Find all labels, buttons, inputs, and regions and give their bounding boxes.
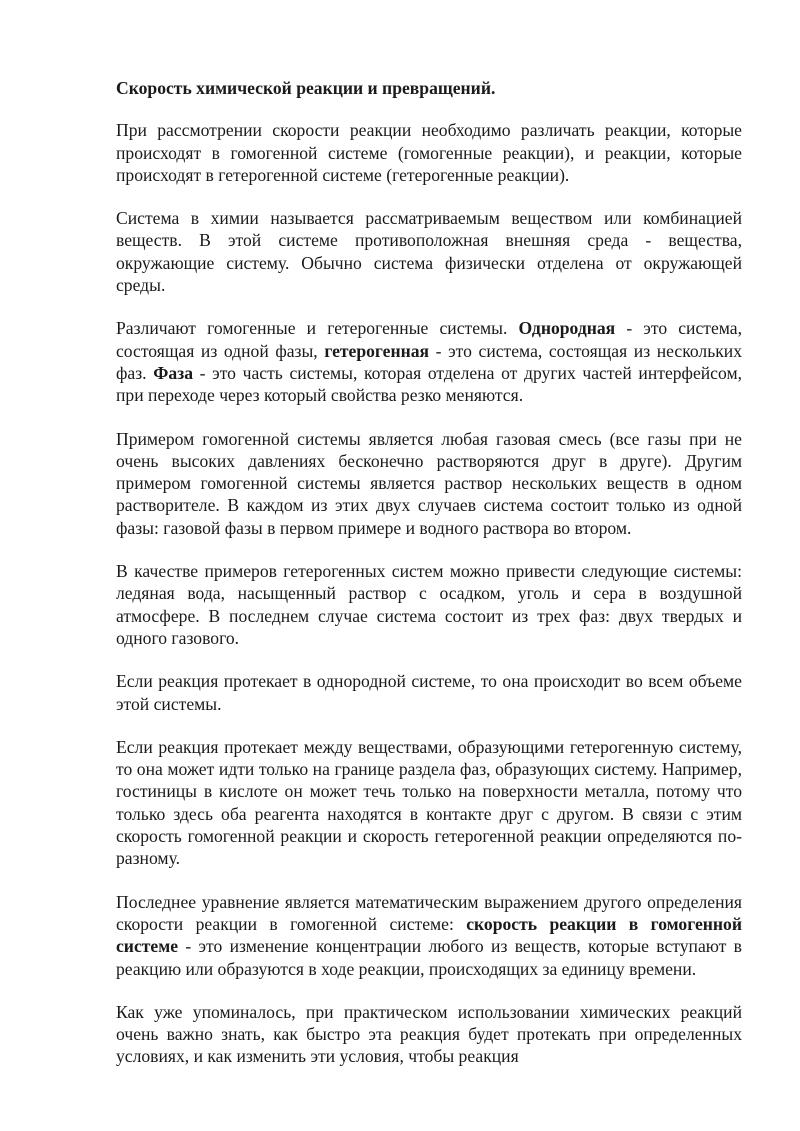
- text-run: Последнее уравнение является математическим выражением другого определения скорости реакции в гомогенной системе:: [116, 891, 742, 934]
- term-homogeneous: Однородная: [518, 318, 616, 339]
- text-run: - это часть системы, которая отделена от других частей интерфейсом, при переходе через который свойства резко меняются.: [116, 362, 742, 406]
- paragraph-homogeneous-heterogeneous-reactions: При рассмотрении скорости реакции необходимо различать реакции, которые происходят в гомогенной системе (гомогенные реакции), и реакции, которые происходят в гетерогенной системе (гетерогенные реакции).: [116, 120, 742, 185]
- paragraph-homogeneous-examples: Примером гомогенной системы является любая газовая смесь (все газы при не очень высоких давлениях бесконечно растворяются друг в друге). Другим примером гомогенной системы является раствор нескольких веществ в одном растворителе. В каждом из этих двух случаев система состоит только из одной фазы: газовой фазы в первом примере и водного раствора во втором.: [116, 428, 742, 538]
- paragraph-system-definition: Система в химии называется рассматриваемым веществом или комбинацией веществ. В этой системе противоположная внешняя среда - вещества, окружающие систему. Обычно система физически отделена от окружающей среды.: [116, 208, 742, 296]
- document-title: Скорость химической реакции и превращений.: [116, 78, 496, 98]
- text-run: - это система, состоящая из нескольких фаз.: [116, 340, 742, 383]
- term-heterogeneous: гетерогенная: [324, 340, 430, 361]
- text-run: Различают гомогенные и гетерогенные системы.: [116, 318, 519, 339]
- paragraph-homogeneous-reaction-volume: Если реакция протекает в однородной системе, то она происходит во всем объеме этой системы.: [116, 671, 742, 714]
- paragraph-rate-definition: [116, 891, 742, 980]
- text-run: - это система, состоящая из одной фазы,: [116, 318, 742, 361]
- term-reaction-rate: скорость реакции в гомогенной системе: [116, 913, 742, 957]
- paragraph-heterogeneous-reaction-interface: Если реакция протекает между веществами, образующими гетерогенную систему, то она может идти только на границе раздела фаз, образующих систему. Например, гостиницы в кислоте он может течь только на поверхности металла, потому что только здесь оба реагента находятся в контакте друг с другом. В связи с этим скорость гомогенной реакции и скорость гетерогенной реакции определяются по-разному.: [116, 736, 742, 869]
- paragraph-system-types: [116, 317, 742, 406]
- term-phase: Фаза: [153, 362, 193, 383]
- document-page: [116, 77, 742, 1089]
- paragraph-practical-use: Как уже упоминалось, при практическом использовании химических реакций очень важно знать, как быстро эта реакция будет протекать при определенных условиях, и как изменить эти условия, чтобы реакция: [116, 1001, 742, 1067]
- text-run: - это изменение концентрации любого из веществ, которые вступают в реакцию или образуются в ходе реакции, происходящих за единицу времени.: [116, 936, 742, 979]
- paragraph-heterogeneous-examples: В качестве примеров гетерогенных систем можно привести следующие системы: ледяная вода, насыщенный раствор с осадком, уголь и сера в воздушной атмосфере. В последнем случае система состоит из трех фаз: двух твердых и одного газового.: [116, 561, 742, 648]
